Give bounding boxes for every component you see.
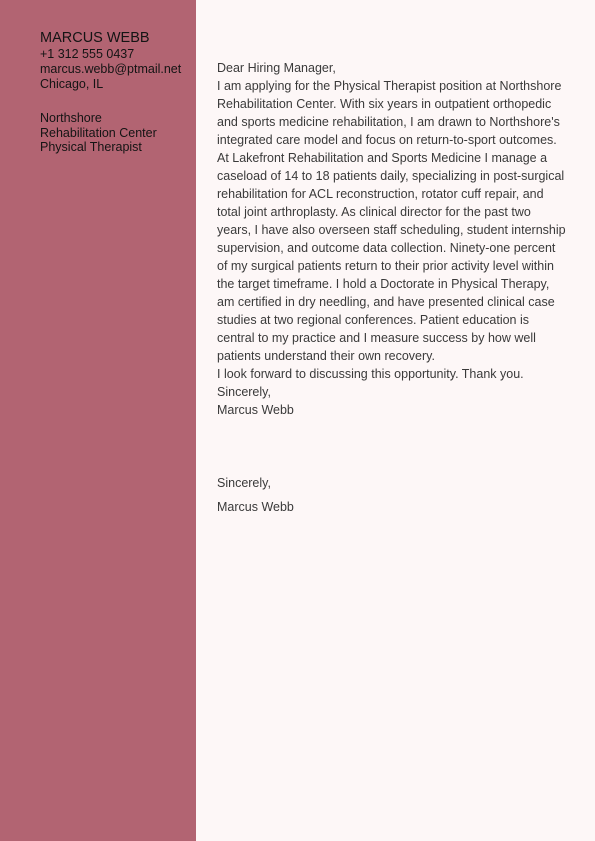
signature-closing: Sincerely, <box>217 476 271 490</box>
letter-closing: Sincerely, <box>217 385 271 399</box>
recipient-role: Physical Therapist <box>40 140 142 154</box>
sender-name: MARCUS WEBB <box>40 30 150 46</box>
sidebar <box>0 0 196 841</box>
salutation: Dear Hiring Manager, <box>217 61 336 75</box>
signature-name: Marcus Webb <box>217 500 294 514</box>
recipient-org-line1: Northshore <box>40 111 102 125</box>
sender-phone: +1 312 555 0437 <box>40 47 135 61</box>
paragraph-experience: At Lakefront Rehabilitation and Sports Medicine I manage a caseload of 14 to 18 patients daily, specializing in post-surgical rehabilitation for ACL reconstruction, rotator cuff repair, and total joint arthroplasty. As clinical director for the past two years, I have also overseen staff scheduling, student internship supervision, and outcome data collection. Ninety-one percent of my surgical patients return to their prior activity level within the target timeframe. I hold a Doctorate in Physical Therapy, am certified in dry needling, and have presented clinical case studies at two regional conferences. Patient education is central to my practice and I measure success by how well patients understand their own recovery. <box>217 151 566 363</box>
sender-location: Chicago, IL <box>40 77 104 91</box>
paragraph-intro: I am applying for the Physical Therapist position at Northshore Rehabilitation Center. With six years in outpatient orthopedic and sports medicine rehabilitation, I am drawn to Northshore's integrated care model and focus on return-to-sport outcomes. <box>217 79 562 147</box>
recipient-org-line2: Rehabilitation Center <box>40 126 157 140</box>
sender-email: marcus.webb@ptmail.net <box>40 62 182 76</box>
paragraph-closing: I look forward to discussing this opportunity. Thank you. <box>217 367 524 381</box>
letter-body <box>217 59 567 419</box>
letter-signature: Marcus Webb <box>217 403 294 417</box>
